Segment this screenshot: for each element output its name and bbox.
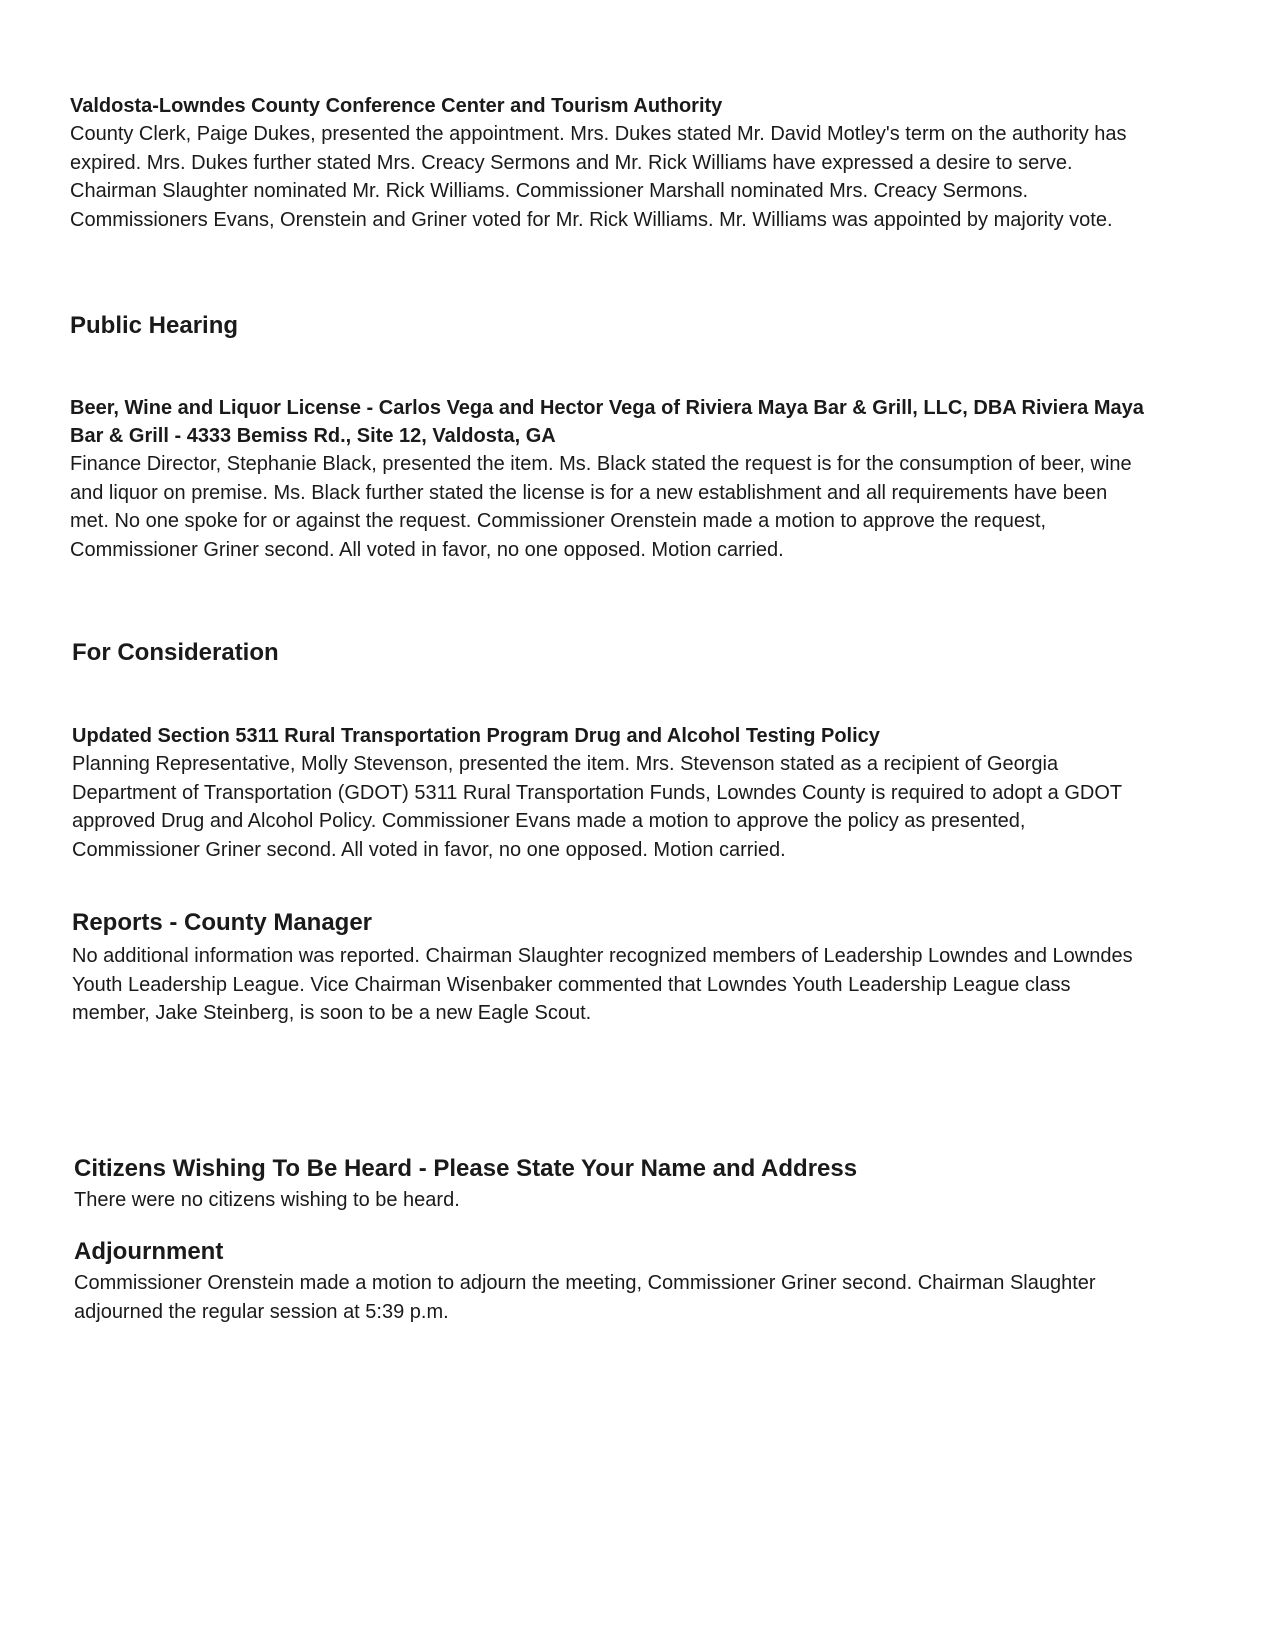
subheading: Valdosta-Lowndes County Conference Center and Tourism Authority: [70, 95, 723, 117]
subheading: Beer, Wine and Liquor License - Carlos Vega and Hector Vega of Riviera Maya Bar & Grill, LLC, DBA Riviera Maya Bar & Grill - 4333 Bemiss Rd., Site 12, Valdosta, GA: [70, 397, 1144, 447]
section-adjournment: [74, 1237, 1154, 1326]
section-drug-alcohol-policy: [72, 722, 1152, 864]
paragraph: Commissioner Orenstein made a motion to adjourn the meeting, Commissioner Griner second. Chairman Slaughter adjourned the regular session at 5:39 p.m.: [74, 1272, 1096, 1323]
section-tourism-authority: [70, 92, 1150, 234]
paragraph: Planning Representative, Molly Stevenson, presented the item. Mrs. Stevenson stated as a recipient of Georgia Department of Transportation (GDOT) 5311 Rural Transportation Funds, Lowndes County is required to adopt a GDOT approved Drug and Alcohol Policy. Commissioner Evans made a motion to approve the policy as presented, Commissioner Griner second. All voted in favor, no one opposed. Motion carried.: [72, 753, 1122, 861]
paragraph: Finance Director, Stephanie Black, presented the item. Ms. Black stated the request is for the consumption of beer, wine and liquor on premise. Ms. Black further stated the license is for a new establishment and all requirements have been met. No one spoke for or against the request. Commissioner Orenstein made a motion to approve the request, Commissioner Griner second. All voted in favor, no one opposed. Motion carried.: [70, 453, 1132, 561]
section-liquor-license: [70, 394, 1150, 564]
paragraph: No additional information was reported. Chairman Slaughter recognized members of Leadership Lowndes and Lowndes Youth Leadership League. Vice Chairman Wisenbaker commented that Lowndes Youth Leadership League class member, Jake Steinberg, is soon to be a new Eagle Scout.: [72, 945, 1133, 1024]
section-heading: For Consideration: [72, 639, 279, 666]
section-citizens-heard: [74, 1154, 1154, 1215]
section-for-consideration: [72, 638, 1152, 668]
paragraph: There were no citizens wishing to be heard.: [74, 1189, 460, 1211]
section-reports-county-manager: [72, 908, 1152, 1028]
paragraph: County Clerk, Paige Dukes, presented the appointment. Mrs. Dukes stated Mr. David Motley's term on the authority has expired. Mrs. Dukes further stated Mrs. Creacy Sermons and Mr. Rick Williams have expressed a desire to serve. Chairman Slaughter nominated Mr. Rick Williams. Commissioner Marshall nominated Mrs. Creacy Sermons. Commissioners Evans, Orenstein and Griner voted for Mr. Rick Williams. Mr. Williams was appointed by majority vote.: [70, 123, 1127, 231]
section-heading: Public Hearing: [70, 312, 239, 339]
section-heading: Reports - County Manager: [72, 909, 373, 936]
section-heading: Citizens Wishing To Be Heard - Please State Your Name and Address: [74, 1155, 858, 1182]
section-public-hearing: [70, 311, 1150, 341]
section-heading: Adjournment: [74, 1238, 224, 1265]
subheading: Updated Section 5311 Rural Transportation Program Drug and Alcohol Testing Policy: [72, 725, 880, 747]
